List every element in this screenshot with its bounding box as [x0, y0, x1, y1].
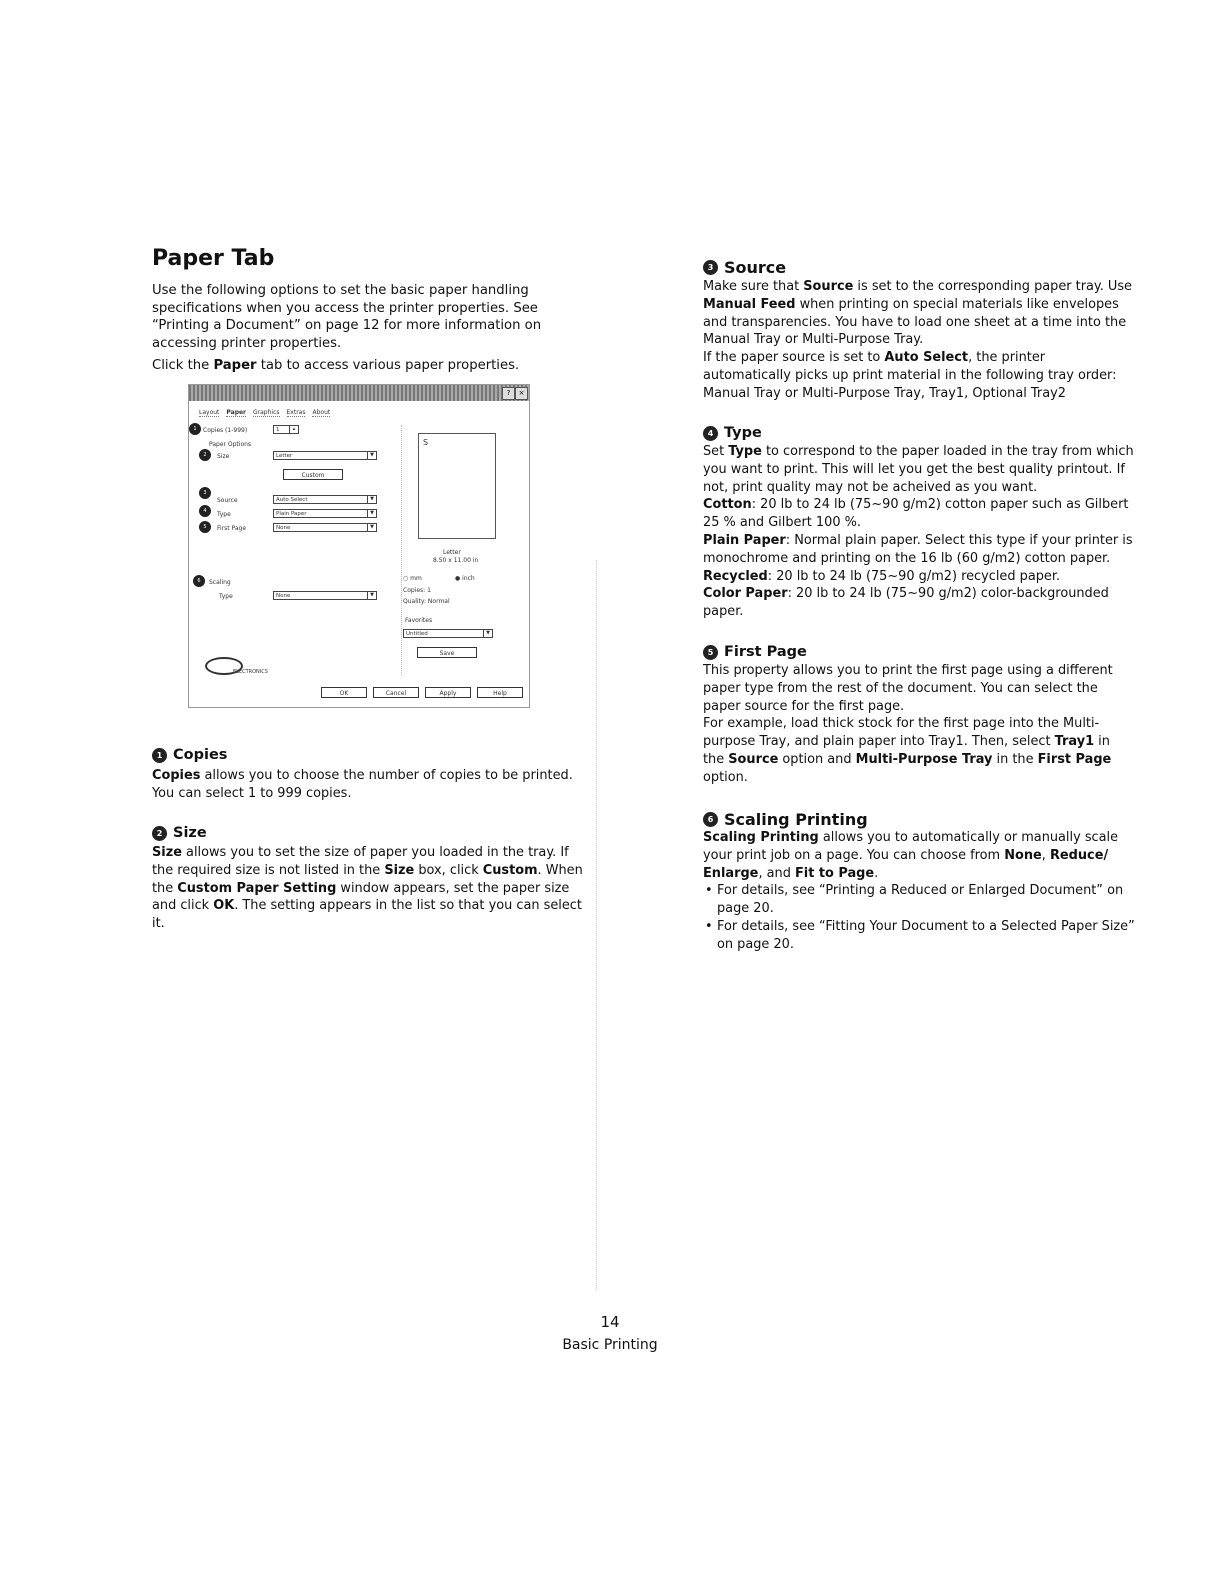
- dialog-separator: [401, 425, 402, 675]
- help-button[interactable]: Help: [477, 687, 523, 698]
- chevron-down-icon[interactable]: ▼: [367, 592, 376, 599]
- help-icon[interactable]: ?: [502, 387, 515, 400]
- favorites-label: Favorites: [405, 617, 433, 624]
- chevron-down-icon[interactable]: ▼: [483, 630, 492, 637]
- callout-6-icon: 6: [703, 812, 718, 827]
- paper-preview: [418, 433, 496, 539]
- first-page-body: This property allows you to print the first page using a different paper type from the rest of the document. You can select the paper source for the first page. For example, load thick stock for the first page into the Multi-purpose Tray, and plain paper into Tray1. Then, select Tray1 in the Source option and Multi-Purpose Tray in the First Page option.: [703, 663, 1113, 785]
- spinner-arrows-icon[interactable]: ▴: [289, 426, 298, 433]
- source-select[interactable]: Auto Select ▼: [273, 495, 377, 504]
- unit-mm-radio[interactable]: ○ mm: [403, 575, 422, 582]
- favorites-select[interactable]: Untitled ▼: [403, 629, 493, 638]
- save-button[interactable]: Save: [417, 647, 477, 658]
- click-instruction: Click the Paper tab to access various paper properties.: [152, 358, 520, 373]
- copies-heading: 1 Copies: [152, 747, 227, 763]
- scaling-heading: 6 Scaling Printing: [703, 810, 868, 829]
- callout-1-icon: 1: [152, 748, 167, 763]
- first-page-label: First Page: [217, 525, 247, 532]
- dialog-titlebar: [189, 385, 529, 401]
- source-heading: 3 Source: [703, 258, 786, 277]
- chevron-down-icon[interactable]: ▼: [367, 452, 376, 459]
- scaling-type-select[interactable]: None ▼: [273, 591, 377, 600]
- callout-5-icon: 5: [703, 645, 718, 660]
- preview-letter-glyph: S: [423, 438, 429, 447]
- callout-3-icon: 3: [199, 487, 211, 499]
- paper-tab-dialog-screenshot: [188, 384, 530, 708]
- callout-5-icon: 5: [199, 521, 211, 533]
- chevron-down-icon[interactable]: ▼: [367, 496, 376, 503]
- first-page-select[interactable]: None ▼: [273, 523, 377, 532]
- footer-section-name: Basic Printing: [562, 1337, 658, 1353]
- type-heading: 4 Type: [703, 425, 762, 441]
- paper-options-label: Paper Options: [209, 441, 252, 448]
- preview-copies: Copies: 1: [403, 587, 431, 594]
- apply-button[interactable]: Apply: [425, 687, 471, 698]
- type-label: Type: [217, 511, 231, 518]
- brand-label: ELECTRONICS: [233, 669, 268, 675]
- type-body: Set Type to correspond to the paper loaded in the tray from which you want to print. This will let you get the best quality printout. If not, print quality may not be acheived as you want. Cotton: 20 lb to 24 lb (75~90 g/m2) cotton paper such as Gilbert 25 % and Gilbert 100 %. Plain Paper: Normal plain paper. Select this type if your printer is monochrome and printing on the 16 lb (60 g/m2) cotton paper. Recycled: 20 lb to 24 lb (75~90 g/m2) recycled paper. Color Paper: 20 lb to 24 lb (75~90 g/m2) color-backgrounded paper.: [703, 444, 1134, 620]
- chevron-down-icon[interactable]: ▼: [367, 510, 376, 517]
- tab-paper[interactable]: Paper: [226, 409, 247, 416]
- source-body: Make sure that Source is set to the corresponding paper tray. Use Manual Feed when printing on special materials like envelopes and transparencies. You have to load one sheet at a time into the Manual Tray or Multi-Purpose Tray. If the paper source is set to Auto Select, the printer automatically picks up print material in the following tray order: Manual Tray or Multi-Purpose Tray, Tray1, Optional Tray2: [703, 279, 1132, 401]
- preview-quality: Quality: Normal: [403, 598, 450, 605]
- size-select[interactable]: Letter ▼: [273, 451, 377, 460]
- size-heading: 2 Size: [152, 825, 207, 841]
- ok-button[interactable]: OK: [321, 687, 367, 698]
- tab-about[interactable]: About: [312, 409, 331, 416]
- callout-4-icon: 4: [703, 426, 718, 441]
- copies-label: Copies (1-999): [203, 427, 248, 434]
- unit-inch-radio[interactable]: ● inch: [455, 575, 475, 582]
- callout-6-icon: 6: [193, 575, 205, 587]
- scaling-bullets: [703, 882, 1135, 953]
- tab-graphics[interactable]: Graphics: [253, 409, 280, 416]
- size-body: Size allows you to set the size of paper you loaded in the tray. If the required size is not listed in the Size box, click Custom. When the Custom Paper Setting window appears, set the paper size and click OK. The setting appears in the list so that you can select it.: [152, 845, 583, 932]
- callout-4-icon: 4: [199, 505, 211, 517]
- dialog-tabs: [199, 409, 330, 417]
- list-item: • For details, see “Printing a Reduced or Enlarged Document” on page 20.: [703, 882, 1135, 918]
- cancel-button[interactable]: Cancel: [373, 687, 419, 698]
- callout-2-icon: 2: [199, 449, 211, 461]
- custom-button[interactable]: Custom: [283, 469, 343, 480]
- close-icon[interactable]: ×: [515, 387, 528, 400]
- first-page-heading: 5 First Page: [703, 644, 807, 660]
- callout-1-icon: 1: [189, 423, 201, 435]
- scaling-body: Scaling Printing allows you to automatically or manually scale your print job on a page. You can choose from None, Reduce/ Enlarge, and Fit to Page. • For details, see “Printing a Reduced or Enlarged Document” on page 20. • For details, see “Fitting Your Document to a Selected Paper Size” on page 20.: [703, 829, 1135, 954]
- tab-layout[interactable]: Layout: [199, 409, 220, 416]
- size-label: Size: [217, 453, 230, 460]
- preview-size: Letter: [443, 549, 461, 556]
- scaling-label: Scaling: [209, 579, 231, 586]
- chevron-down-icon[interactable]: ▼: [367, 524, 376, 531]
- callout-3-icon: 3: [703, 260, 718, 275]
- column-divider: [596, 560, 597, 1290]
- source-label: Source: [217, 497, 238, 504]
- section-title: Paper Tab: [152, 246, 275, 271]
- preview-dimensions: 8.50 x 11.00 in: [433, 557, 479, 564]
- copies-spinner[interactable]: 1 ▴: [273, 425, 299, 434]
- copies-body: Copies allows you to choose the number of copies to be printed. You can select 1 to 999 copies.: [152, 768, 573, 801]
- callout-2-icon: 2: [152, 826, 167, 841]
- list-item: • For details, see “Fitting Your Document to a Selected Paper Size” on page 20.: [703, 918, 1135, 954]
- scaling-type-label: Type: [219, 593, 233, 600]
- page-number: 14: [600, 1313, 620, 1331]
- tab-extras[interactable]: Extras: [286, 409, 306, 416]
- intro-paragraph: Use the following options to set the basic paper handling specifications when you access the printer properties. See “Printing a Document” on page 12 for more information on accessing printer properties.: [152, 283, 542, 351]
- type-select[interactable]: Plain Paper ▼: [273, 509, 377, 518]
